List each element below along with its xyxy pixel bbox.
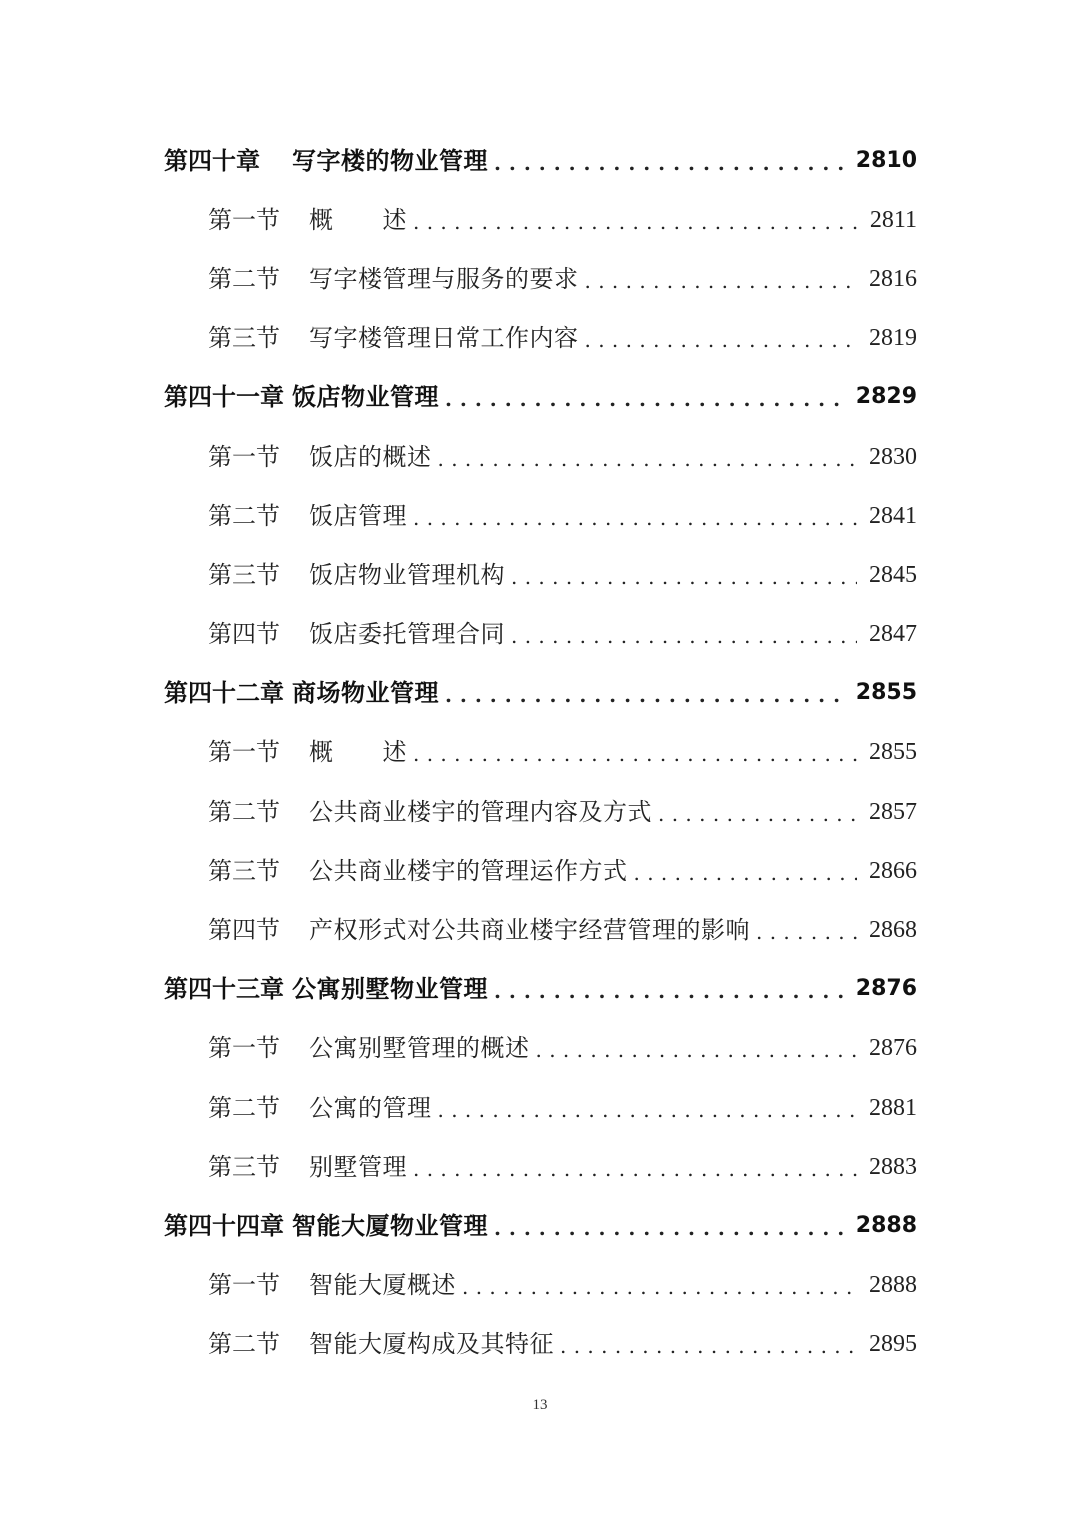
- dot-leader: [634, 863, 858, 883]
- toc-entry: [0, 131, 1080, 190]
- toc-entry: [0, 664, 1080, 723]
- entry-title: 别墅管理: [309, 1152, 407, 1181]
- dot-leader: [413, 212, 857, 232]
- toc-entry: [0, 782, 1080, 841]
- dot-leader: [494, 153, 848, 173]
- toc-entry: [0, 900, 1080, 959]
- entry-title: 饭店物业管理: [292, 382, 439, 412]
- entry-page-number: 2857: [869, 798, 917, 825]
- entry-page-number: 2868: [869, 917, 917, 944]
- entry-title: 公共商业楼宇的管理运作方式: [309, 856, 628, 885]
- entry-title: 智能大厦概述: [309, 1271, 456, 1300]
- entry-page-number: 2866: [869, 857, 917, 884]
- entry-title: 写字楼管理与服务的要求: [309, 264, 579, 293]
- toc-entry: [0, 1019, 1080, 1078]
- toc-entry: [0, 841, 1080, 900]
- entry-label: 第一节: [208, 738, 280, 767]
- entry-title: 概 述: [309, 738, 407, 767]
- toc-entry: [0, 1078, 1080, 1137]
- entry-label: 第四十四章: [164, 1210, 284, 1240]
- toc-entry: [0, 368, 1080, 427]
- dot-leader: [756, 922, 857, 942]
- dot-leader: [560, 1336, 857, 1356]
- entry-title: 写字楼管理日常工作内容: [309, 324, 579, 353]
- entry-label: 第四节: [208, 620, 280, 649]
- entry-label: 第一节: [208, 205, 280, 234]
- entry-title: 饭店的概述: [309, 442, 432, 471]
- dot-leader: [445, 685, 848, 705]
- entry-page-number: 2819: [869, 325, 917, 352]
- entry-page-number: 2881: [869, 1094, 917, 1121]
- entry-label: 第一节: [208, 442, 280, 471]
- dot-leader: [413, 1159, 857, 1179]
- entry-label: 第一节: [208, 1271, 280, 1300]
- entry-title: 公寓别墅管理的概述: [309, 1034, 530, 1063]
- entry-title: 公寓的管理: [309, 1093, 432, 1122]
- entry-page-number: 2829: [855, 384, 917, 410]
- entry-label: 第三节: [208, 1152, 280, 1181]
- dot-leader: [413, 508, 857, 528]
- entry-page-number: 2888: [855, 1212, 917, 1238]
- entry-page-number: 2845: [869, 561, 917, 588]
- dot-leader: [536, 1040, 858, 1060]
- toc-entry: [0, 190, 1080, 249]
- entry-title: 概 述: [309, 205, 407, 234]
- entry-title: 饭店委托管理合同: [309, 620, 505, 649]
- entry-title: 商场物业管理: [292, 678, 439, 708]
- toc-entry: [0, 427, 1080, 486]
- toc-entry: [0, 545, 1080, 604]
- entry-label: 第二节: [208, 501, 280, 530]
- entry-page-number: 2876: [869, 1035, 917, 1062]
- dot-leader: [511, 626, 857, 646]
- entry-title: 饭店管理: [309, 501, 407, 530]
- dot-leader: [438, 1100, 858, 1120]
- entry-title: 产权形式对公共商业楼宇经营管理的影响: [309, 916, 750, 945]
- table-of-contents: [0, 131, 1080, 1374]
- dot-leader: [585, 271, 858, 291]
- entry-label: 第一节: [208, 1034, 280, 1063]
- entry-label: 第四十章: [164, 145, 260, 175]
- entry-page-number: 2841: [869, 502, 917, 529]
- toc-entry: [0, 1315, 1080, 1374]
- toc-entry: [0, 960, 1080, 1019]
- dot-leader: [462, 1277, 857, 1297]
- entry-page-number: 2811: [869, 206, 917, 233]
- dot-leader: [494, 1218, 848, 1238]
- entry-label: 第三节: [208, 324, 280, 353]
- toc-entry: [0, 1196, 1080, 1255]
- page-number: 13: [532, 1397, 548, 1413]
- entry-page-number: 2830: [869, 443, 917, 470]
- entry-page-number: 2876: [855, 976, 917, 1002]
- toc-entry: [0, 605, 1080, 664]
- toc-entry: [0, 309, 1080, 368]
- entry-title: 公寓别墅物业管理: [292, 974, 488, 1004]
- entry-title: 饭店物业管理机构: [309, 560, 505, 589]
- entry-page-number: 2883: [869, 1153, 917, 1180]
- dot-leader: [445, 389, 848, 409]
- entry-page-number: 2816: [869, 265, 917, 292]
- entry-page-number: 2855: [869, 739, 917, 766]
- entry-label: 第三节: [208, 856, 280, 885]
- entry-page-number: 2855: [855, 680, 917, 706]
- toc-entry: [0, 723, 1080, 782]
- toc-entry: [0, 486, 1080, 545]
- entry-page-number: 2847: [869, 621, 917, 648]
- entry-label: 第四十三章: [164, 974, 284, 1004]
- toc-entry: [0, 249, 1080, 308]
- dot-leader: [494, 981, 848, 1001]
- dot-leader: [413, 744, 857, 764]
- entry-title: 智能大厦构成及其特征: [309, 1330, 554, 1359]
- dot-leader: [658, 804, 857, 824]
- entry-label: 第二节: [208, 1093, 280, 1122]
- entry-label: 第四十一章: [164, 382, 284, 412]
- entry-title: 写字楼的物业管理: [292, 145, 488, 175]
- entry-label: 第三节: [208, 560, 280, 589]
- entry-page-number: 2888: [869, 1272, 917, 1299]
- toc-entry: [0, 1137, 1080, 1196]
- entry-label: 第四节: [208, 916, 280, 945]
- entry-label: 第四十二章: [164, 678, 284, 708]
- dot-leader: [511, 567, 857, 587]
- dot-leader: [438, 449, 858, 469]
- entry-page-number: 2810: [855, 147, 917, 173]
- entry-label: 第二节: [208, 264, 280, 293]
- entry-label: 第二节: [208, 797, 280, 826]
- toc-entry: [0, 1256, 1080, 1315]
- entry-page-number: 2895: [869, 1331, 917, 1358]
- entry-title: 公共商业楼宇的管理内容及方式: [309, 797, 652, 826]
- entry-label: 第二节: [208, 1330, 280, 1359]
- entry-title: 智能大厦物业管理: [292, 1210, 488, 1240]
- dot-leader: [585, 330, 858, 350]
